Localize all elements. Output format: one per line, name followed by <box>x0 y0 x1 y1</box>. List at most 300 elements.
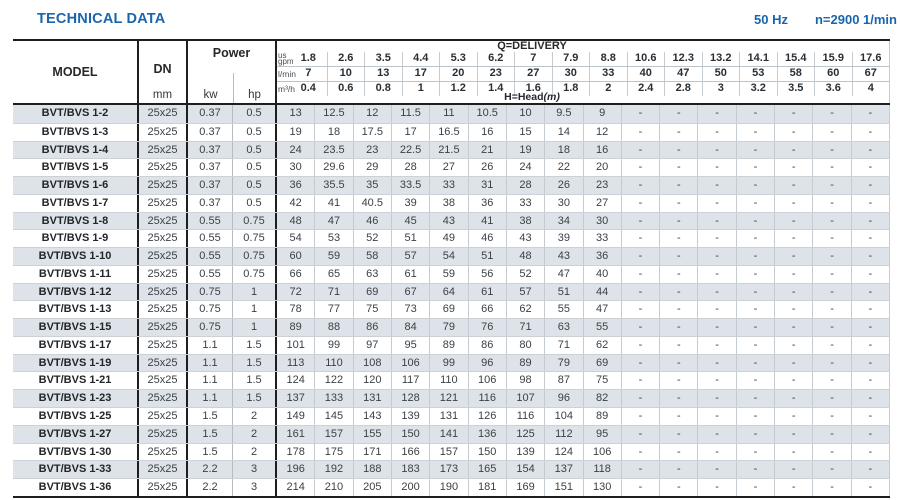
head-value-cell: 36 <box>583 248 621 265</box>
table-row <box>13 176 890 194</box>
unit-value: 1.2 <box>439 82 477 96</box>
head-value-cell: 95 <box>391 337 429 354</box>
head-value-cell: - <box>851 408 889 425</box>
head-value-cell: 33.5 <box>391 177 429 194</box>
head-value-cell: 122 <box>314 372 352 389</box>
unit-value: 0.4 <box>300 82 316 94</box>
head-value-cell: - <box>697 266 735 283</box>
unit-value: 58 <box>777 67 815 81</box>
head-value-cell: 200 <box>391 479 429 496</box>
unit-value: 1.4 <box>477 82 515 96</box>
delivery-title: Q=DELIVERY <box>497 40 567 52</box>
head-value-cell: 52 <box>353 230 391 247</box>
head-value-cell: 27 <box>429 159 467 176</box>
hp-cell: 1.5 <box>232 337 275 354</box>
head-value-cell: - <box>774 213 812 230</box>
hp-cell: 0.75 <box>232 248 275 265</box>
head-value-cell: 46 <box>353 213 391 230</box>
head-value-cell: - <box>812 142 850 159</box>
hp-cell: 0.5 <box>232 159 275 176</box>
dn-cell: 25x25 <box>137 213 186 230</box>
hp-cell: 0.75 <box>232 266 275 283</box>
head-value-cell: - <box>774 319 812 336</box>
hp-cell: 0.75 <box>232 213 275 230</box>
head-value-cell: 82 <box>583 390 621 407</box>
unit-value: 0.8 <box>364 82 402 96</box>
head-value-cell: 19 <box>289 125 302 138</box>
head-value-cell: - <box>659 177 697 194</box>
hp-cell: 1 <box>232 319 275 336</box>
kw-cell: 0.37 <box>186 195 232 212</box>
head-value-cell: 78 <box>289 303 302 316</box>
model-cell: BVT/BVS 1-36 <box>38 481 112 494</box>
head-values <box>275 426 890 443</box>
table-row <box>13 105 890 123</box>
head-value-cell: - <box>736 301 774 318</box>
unit-value: 30 <box>552 67 590 81</box>
head-value-cell: 35 <box>353 177 391 194</box>
head-value-cell: 47 <box>583 301 621 318</box>
head-value-cell: - <box>774 408 812 425</box>
head-value-cell: - <box>812 426 850 443</box>
head-value-cell: 22.5 <box>391 142 429 159</box>
head-value-cell: - <box>812 444 850 461</box>
head-values <box>275 479 890 496</box>
head-value-cell: 121 <box>429 390 467 407</box>
head-value-cell: 157 <box>429 444 467 461</box>
model-cell: BVT/BVS 1-5 <box>41 161 109 174</box>
dn-cell: 25x25 <box>137 408 186 425</box>
head-value-cell: 107 <box>506 390 544 407</box>
head-value-cell: - <box>697 124 735 141</box>
dn-cell: 25x25 <box>137 248 186 265</box>
head-value-cell: 33 <box>583 230 621 247</box>
unit-value: 2.4 <box>627 82 665 96</box>
head-value-cell: - <box>812 372 850 389</box>
model-cell: BVT/BVS 1-9 <box>41 232 109 245</box>
head-value-cell: 178 <box>286 445 305 458</box>
model-cell: BVT/BVS 1-23 <box>38 392 112 405</box>
head-value-cell: - <box>659 444 697 461</box>
model-cell: BVT/BVS 1-11 <box>38 267 112 280</box>
model-cell: BVT/BVS 1-7 <box>41 196 109 209</box>
head-value-cell: 106 <box>468 372 506 389</box>
head-value-cell: - <box>697 142 735 159</box>
head-values <box>275 213 890 230</box>
head-value-cell: - <box>621 337 659 354</box>
head-value-cell: 99 <box>314 337 352 354</box>
head-value-cell: 22 <box>544 159 582 176</box>
head-value-cell: 51 <box>468 248 506 265</box>
head-value-cell: 210 <box>314 479 352 496</box>
head-value-cell: 18 <box>544 142 582 159</box>
head-value-cell: 116 <box>468 390 506 407</box>
head-value-cell: - <box>774 177 812 194</box>
head-value-cell: 67 <box>391 284 429 301</box>
head-value-cell: 53 <box>314 230 352 247</box>
kw-cell: 1.1 <box>186 355 232 372</box>
head-value-cell: - <box>621 426 659 443</box>
head-value-cell: 20 <box>583 159 621 176</box>
head-value-cell: - <box>774 248 812 265</box>
head-value-cell: 66 <box>289 267 302 280</box>
head-value-cell: 60 <box>289 250 302 263</box>
head-value-cell: 42 <box>289 196 302 209</box>
head-value-cell: - <box>736 266 774 283</box>
table-row <box>13 212 890 230</box>
head-value-cell: - <box>812 390 850 407</box>
dn-cell: 25x25 <box>137 284 186 301</box>
head-value-cell: - <box>659 105 697 123</box>
head-value-cell: 33 <box>506 195 544 212</box>
head-value-cell: 143 <box>353 408 391 425</box>
table-row <box>13 460 890 478</box>
dn-cell: 25x25 <box>137 301 186 318</box>
unit-value: 3 <box>702 82 740 96</box>
dn-cell: 25x25 <box>137 355 186 372</box>
head-value-cell: 106 <box>391 355 429 372</box>
page-title: TECHNICAL DATA <box>37 11 166 27</box>
technical-data-table <box>13 39 890 498</box>
unit-label: m³/h <box>278 84 295 94</box>
head-value-cell: - <box>774 124 812 141</box>
unit-value: 1.8 <box>552 82 590 96</box>
head-value-cell: - <box>659 124 697 141</box>
head-values <box>275 461 890 478</box>
kw-cell: 0.55 <box>186 266 232 283</box>
dn-cell: 25x25 <box>137 390 186 407</box>
model-cell: BVT/BVS 1-6 <box>41 179 109 192</box>
table-row <box>13 141 890 159</box>
model-cell: BVT/BVS 1-25 <box>38 410 112 423</box>
head-value-cell: 118 <box>583 461 621 478</box>
dn-cell: 25x25 <box>137 444 186 461</box>
head-value-cell: - <box>774 372 812 389</box>
head-value-cell: 15 <box>506 124 544 141</box>
header-dn <box>137 41 186 103</box>
head-value-cell: - <box>736 408 774 425</box>
head-values <box>275 177 890 194</box>
head-value-cell: - <box>851 124 889 141</box>
head-value-cell: - <box>736 248 774 265</box>
head-value-cell: 205 <box>353 479 391 496</box>
unit-value: 50 <box>702 67 740 81</box>
head-value-cell: - <box>697 444 735 461</box>
head-value-cell: - <box>659 355 697 372</box>
model-cell: BVT/BVS 1-13 <box>38 303 112 316</box>
head-value-cell: 161 <box>286 427 305 440</box>
head-value-cell: - <box>697 319 735 336</box>
table-row <box>13 265 890 283</box>
head-value-cell: - <box>774 337 812 354</box>
head-value-cell: - <box>736 390 774 407</box>
head-value-cell: - <box>812 355 850 372</box>
dn-cell: 25x25 <box>137 142 186 159</box>
head-value-cell: 18 <box>314 124 352 141</box>
head-value-cell: - <box>697 177 735 194</box>
kw-cell: 1.5 <box>186 408 232 425</box>
header-delivery <box>275 41 890 103</box>
head-value-cell: - <box>774 301 812 318</box>
kw-cell: 2.2 <box>186 479 232 496</box>
head-value-cell: - <box>812 248 850 265</box>
head-value-cell: 99 <box>429 355 467 372</box>
head-value-cell: 62 <box>506 301 544 318</box>
head-value-cell: - <box>851 372 889 389</box>
unit-value: 47 <box>664 67 702 81</box>
head-value-cell: - <box>851 479 889 496</box>
unit-value: 7 <box>305 67 312 79</box>
unit-value: 40 <box>627 67 665 81</box>
speed-value: n=2900 1/min <box>814 12 897 27</box>
head-value-cell: - <box>736 213 774 230</box>
hp-cell: 0.5 <box>232 142 275 159</box>
head-value-cell: - <box>697 159 735 176</box>
table-row <box>13 443 890 461</box>
head-values <box>275 105 890 123</box>
head-value-cell: - <box>851 266 889 283</box>
head-value-cell: 131 <box>429 408 467 425</box>
head-values <box>275 390 890 407</box>
kw-cell: 0.75 <box>186 284 232 301</box>
kw-cell: 0.55 <box>186 230 232 247</box>
head-value-cell: - <box>812 230 850 247</box>
model-cell: BVT/BVS 1-10 <box>38 250 112 263</box>
head-value-cell: 26 <box>544 177 582 194</box>
unit-value: 13 <box>364 67 402 81</box>
head-value-cell: 40 <box>583 266 621 283</box>
head-value-cell: - <box>697 195 735 212</box>
head-value-cell: - <box>851 159 889 176</box>
unit-value: 10.6 <box>627 52 665 66</box>
hp-cell: 1.5 <box>232 355 275 372</box>
head-value-cell: 10.5 <box>468 105 506 123</box>
head-value-cell: 75 <box>583 372 621 389</box>
head-value-cell: - <box>736 177 774 194</box>
head-value-cell: - <box>621 248 659 265</box>
head-value-cell: 51 <box>391 230 429 247</box>
head-value-cell: - <box>621 105 659 123</box>
head-value-cell: 58 <box>353 248 391 265</box>
head-value-cell: 24 <box>506 159 544 176</box>
head-value-cell: 24 <box>289 143 302 156</box>
head-value-cell: - <box>812 177 850 194</box>
head-value-cell: 54 <box>429 248 467 265</box>
head-value-cell: - <box>812 213 850 230</box>
head-value-cell: - <box>851 195 889 212</box>
head-values <box>275 284 890 301</box>
unit-value: 3.6 <box>814 82 852 96</box>
head-value-cell: - <box>621 177 659 194</box>
model-cell: BVT/BVS 1-33 <box>38 463 112 476</box>
head-value-cell: 71 <box>544 337 582 354</box>
kw-cell: 0.55 <box>186 248 232 265</box>
head-value-cell: 73 <box>391 301 429 318</box>
head-value-cell: 17 <box>391 124 429 141</box>
dn-cell: 25x25 <box>137 372 186 389</box>
table-row <box>13 336 890 354</box>
head-value-cell: - <box>812 479 850 496</box>
unit-value: 2.8 <box>664 82 702 96</box>
head-value-cell: 28 <box>506 177 544 194</box>
head-value-cell: 139 <box>506 444 544 461</box>
head-value-cell: 16 <box>583 142 621 159</box>
kw-cell: 1.1 <box>186 390 232 407</box>
head-value-cell: 66 <box>468 301 506 318</box>
dn-cell: 25x25 <box>137 461 186 478</box>
head-value-cell: 64 <box>429 284 467 301</box>
unit-value: 27 <box>514 67 552 81</box>
head-value-cell: 171 <box>353 444 391 461</box>
head-value-cell: 47 <box>544 266 582 283</box>
model-cell: BVT/BVS 1-17 <box>38 338 112 351</box>
head-value-cell: - <box>659 284 697 301</box>
head-value-cell: 86 <box>353 319 391 336</box>
dn-cell: 25x25 <box>137 319 186 336</box>
head-value-cell: 97 <box>353 337 391 354</box>
table-row <box>13 229 890 247</box>
head-value-cell: - <box>774 230 812 247</box>
head-value-cell: 141 <box>429 426 467 443</box>
head-value-cell: 84 <box>391 319 429 336</box>
head-value-cell: - <box>621 479 659 496</box>
kw-cell: 0.75 <box>186 301 232 318</box>
unit-row <box>277 66 889 81</box>
unit-value: 17.6 <box>852 52 890 66</box>
head-value-cell: - <box>697 408 735 425</box>
dn-cell: 25x25 <box>137 479 186 496</box>
head-value-cell: 137 <box>286 392 305 405</box>
head-value-cell: 126 <box>468 408 506 425</box>
head-values <box>275 337 890 354</box>
head-value-cell: - <box>697 479 735 496</box>
head-value-cell: 40.5 <box>353 195 391 212</box>
head-value-cell: 41 <box>468 213 506 230</box>
head-value-cell: 46 <box>468 230 506 247</box>
power-kw-label: kw <box>203 89 218 101</box>
head-value-cell: - <box>621 284 659 301</box>
head-value-cell: - <box>774 159 812 176</box>
head-title-text: H=Head <box>504 91 544 103</box>
hp-cell: 2 <box>232 444 275 461</box>
unit-value: 13.2 <box>702 52 740 66</box>
head-value-cell: 79 <box>544 355 582 372</box>
table-row <box>13 123 890 141</box>
head-value-cell: 154 <box>506 461 544 478</box>
header-power <box>186 41 275 103</box>
head-value-cell: 48 <box>506 248 544 265</box>
head-value-cell: - <box>851 337 889 354</box>
head-values <box>275 266 890 283</box>
head-value-cell: 23 <box>583 177 621 194</box>
head-value-cell: - <box>812 408 850 425</box>
head-value-cell: 55 <box>544 301 582 318</box>
head-value-cell: 35.5 <box>314 177 352 194</box>
head-value-cell: 21.5 <box>429 142 467 159</box>
head-value-cell: 36 <box>289 179 302 192</box>
table-row <box>13 300 890 318</box>
model-cell: BVT/BVS 1-3 <box>41 125 109 138</box>
head-value-cell: 69 <box>583 355 621 372</box>
head-value-cell: - <box>736 159 774 176</box>
head-value-cell: 62 <box>583 337 621 354</box>
power-units <box>188 73 275 103</box>
head-value-cell: - <box>736 195 774 212</box>
head-value-cell: 145 <box>314 408 352 425</box>
kw-cell: 1.1 <box>186 372 232 389</box>
head-value-cell: 59 <box>429 266 467 283</box>
hp-cell: 0.5 <box>232 105 275 123</box>
unit-value: 15.9 <box>814 52 852 66</box>
table-header <box>13 41 890 105</box>
head-value-cell: 150 <box>391 426 429 443</box>
head-value-cell: 17.5 <box>353 124 391 141</box>
head-value-cell: - <box>736 284 774 301</box>
head-value-cell: 124 <box>286 374 305 387</box>
dn-cell: 25x25 <box>137 195 186 212</box>
unit-value: 33 <box>589 67 627 81</box>
head-value-cell: 181 <box>468 479 506 496</box>
head-value-cell: 30 <box>289 161 302 174</box>
head-value-cell: 30 <box>583 213 621 230</box>
head-value-cell: 11.5 <box>391 105 429 123</box>
dn-cell: 25x25 <box>137 159 186 176</box>
head-value-cell: - <box>621 355 659 372</box>
head-value-cell: - <box>774 444 812 461</box>
head-values <box>275 230 890 247</box>
head-value-cell: - <box>659 195 697 212</box>
hp-cell: 2 <box>232 408 275 425</box>
head-value-cell: - <box>621 266 659 283</box>
head-value-cell: - <box>736 105 774 123</box>
head-values <box>275 124 890 141</box>
head-value-cell: - <box>697 426 735 443</box>
table-body <box>13 105 890 496</box>
head-value-cell: - <box>697 461 735 478</box>
head-value-cell: - <box>659 372 697 389</box>
head-value-cell: 120 <box>353 372 391 389</box>
head-value-cell: 128 <box>391 390 429 407</box>
kw-cell: 0.37 <box>186 142 232 159</box>
head-value-cell: 33 <box>429 177 467 194</box>
head-value-cell: - <box>851 319 889 336</box>
head-values <box>275 142 890 159</box>
head-value-cell: - <box>659 213 697 230</box>
head-value-cell: - <box>851 301 889 318</box>
model-cell: BVT/BVS 1-21 <box>38 374 112 387</box>
head-values <box>275 408 890 425</box>
head-value-cell: 61 <box>391 266 429 283</box>
head-value-cell: - <box>659 479 697 496</box>
unit-value: 23 <box>477 67 515 81</box>
power-label: Power <box>212 46 251 60</box>
head-value-cell: 71 <box>506 319 544 336</box>
head-value-cell: - <box>812 124 850 141</box>
header-model: MODEL <box>52 65 98 79</box>
kw-cell: 2.2 <box>186 461 232 478</box>
head-value-cell: - <box>812 337 850 354</box>
head-value-cell: - <box>621 372 659 389</box>
head-value-cell: 16.5 <box>429 124 467 141</box>
dn-unit-label: mm <box>152 89 173 101</box>
unit-value: 4 <box>852 82 890 96</box>
unit-value: 7 <box>514 52 552 66</box>
head-value-cell: 96 <box>468 355 506 372</box>
unit-row <box>277 81 889 96</box>
head-value-cell: - <box>659 337 697 354</box>
head-value-cell: 57 <box>506 284 544 301</box>
head-value-cell: - <box>621 142 659 159</box>
